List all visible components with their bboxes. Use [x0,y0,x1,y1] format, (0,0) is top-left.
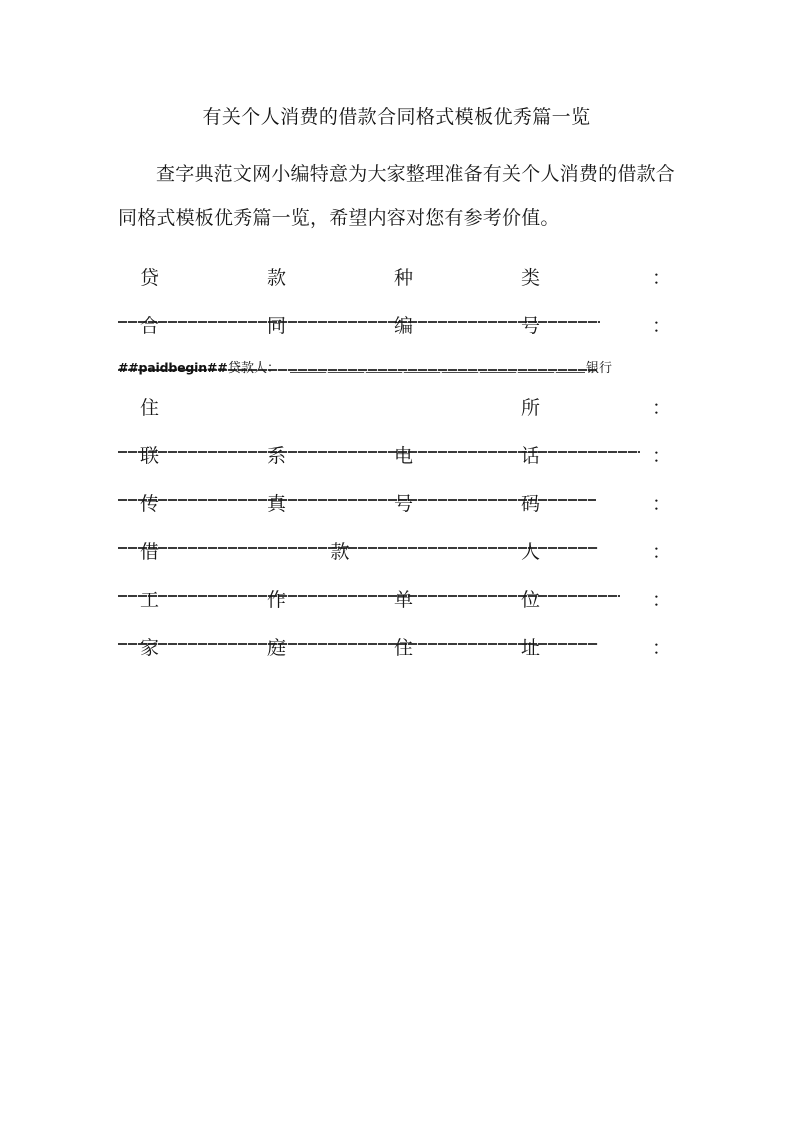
field-colon: ： [652,637,672,659]
field-label-char: 单 [393,589,413,611]
field-label-传真号码 [140,481,540,529]
field-label-char: 住 [393,637,413,659]
field-row [0,433,793,481]
field-row [0,529,793,577]
field-row [0,481,793,529]
field-label-char: 联 [140,445,160,467]
lender-name-blank[interactable] [290,372,585,374]
field-label-char: 人 [520,541,540,563]
field-label-char: 庭 [266,637,286,659]
field-label-借款人 [140,529,540,577]
field-label-char: 合 [140,315,160,337]
field-label-家庭住址 [140,625,540,673]
contract-form-fields [0,241,793,673]
field-label-char: 贷 [140,267,160,289]
field-colon: ： [652,267,672,289]
field-label-char: 类 [520,267,540,289]
field-label-工作单位 [140,577,540,625]
field-colon: ： [652,541,672,563]
field-label-联系电话 [140,433,540,481]
field-label-char: 真 [266,493,286,515]
field-label-char: 码 [520,493,540,515]
field-label-char: 系 [266,445,286,467]
bank-suffix-label: 银行 [586,359,613,375]
field-colon: ： [652,493,672,515]
page-title: 有关个人消费的借款合同格式模板优秀篇一览 [202,107,591,128]
field-label-char: 种 [393,267,413,289]
lender-label: 贷款人： [228,359,281,375]
field-label-贷款种类 [140,255,540,303]
field-row [0,577,793,625]
field-colon: ： [652,589,672,611]
field-label-住所 [140,385,540,433]
field-label-char: 住 [140,397,160,419]
field-label-char: 作 [266,589,286,611]
field-label-char: 借 [140,541,160,563]
field-label-char: 电 [393,445,413,467]
field-row [0,255,793,303]
field-label-char: 号 [520,315,540,337]
field-label-char: 编 [393,315,413,337]
field-label-char: 家 [140,637,160,659]
field-label-char: 传 [140,493,160,515]
field-label-char: 所 [520,397,540,419]
field-label-char: 款 [266,267,286,289]
paidbegin-marker: ##paidbegin## [118,359,228,375]
paid-marker-row [0,351,793,385]
field-row [0,625,793,673]
field-colon: ： [652,445,672,467]
field-row [0,303,793,351]
field-label-char: 工 [140,589,160,611]
field-row [0,385,793,433]
field-label-char: 址 [520,637,540,659]
field-colon: ： [652,397,672,419]
field-label-char: 同 [266,315,286,337]
field-label-char: 款 [330,541,350,563]
field-label-char: 话 [520,445,540,467]
intro-paragraph: 查字典范文网小编特意为大家整理准备有关个人消费的借款合同格式模板优秀篇一览，希望内容对您有参考价值。 [118,163,675,229]
field-label-合同编号 [140,303,540,351]
field-label-char: 位 [520,589,540,611]
field-label-char: 号 [393,493,413,515]
field-colon: ： [652,315,672,337]
